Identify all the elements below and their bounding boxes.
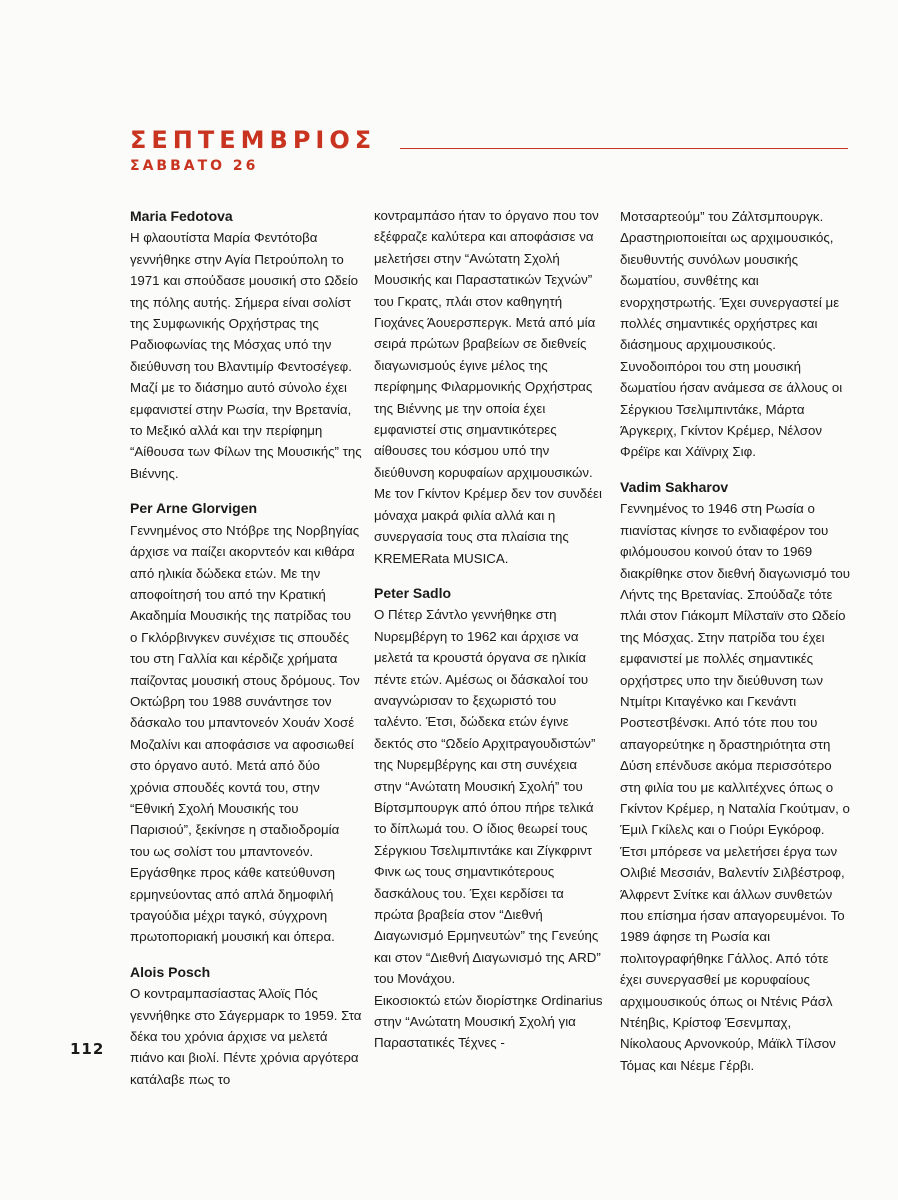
month-title: ΣΕΠΤΕΜΒΡΙΟΣ: [130, 126, 377, 154]
bio-name-sakharov: Vadim Sakharov: [620, 478, 729, 495]
column-2: [374, 205, 606, 1066]
bio-text-posch-continued: κοντραμπάσο ήταν το όργανο που τον εξέφραζε καλύτερα και αποφάσισε να μελετήσει στην “Ανώτατη Σχολή Μουσικής και Παραστατικών Τεχνών” του Γκρατς, πλάι στον καθηγητή Γιοχάνες Άουερσπεργκ. Μετά από μία σειρά πρώτων βραβείων σε διεθνείς διαγωνισμούς έγινε μέλος της περίφημης Φιλαρμονικής Ορχήστρας της Βιέννης με την οποία έχει εμφανιστεί στις σημαντικότερες αίθουσες του κόσμου υπό την διεύθυνση κορυφαίων αρχιμουσικών. Με τον Γκίντον Κρέμερ δεν τον συνδέει μόναχα μακρά φιλία αλλά και η συνεργασία τους στα πλαίσια της KREMERata MUSICA.: [374, 208, 602, 566]
bio-text-sadlo-continued: Μοτσαρτεούμ” του Ζάλτσμπουργκ. Δραστηριοποιείται ως αρχιμουσικός, διευθυντής συνόλων μουσικής δωματίου, συνθέτης και ενορχηστρωτής. Έχει συνεργαστεί με πολλές σημαντικές ορχήστρες και διάσημους αρχιμουσικούς. Συνοδοιπόροι του στη μουσική δωματίου ήσαν ανάμεσα σε άλλους οι Σέργκιου Τσελιμπιντάκε, Μάρτα Άργκεριχ, Γκίντον Κρέμερ, Νέλσον Φρέϊρε και Χάϊνριχ Σιφ.: [620, 209, 843, 460]
page-number: 112: [70, 1040, 105, 1058]
column-3: [620, 206, 852, 1088]
column-1: [130, 206, 362, 1102]
bio-text-sadlo-2: Εικοσιοκτώ ετών διορίστηκε Ordinarius στην “Ανώτατη Μουσική Σχολή για Παραστατικές Τέχνες -: [374, 992, 603, 1051]
bio-name-posch: Alois Posch: [130, 963, 211, 980]
bio-name-fedotova: Maria Fedotova: [130, 208, 233, 224]
bio-text-sakharov: Γεννημένος το 1946 στη Ρωσία ο πιανίστας κίνησε το ενδιαφέρον του φιλόμουσου κοινού όταν το 1969 διακρίθηκε στον διεθνή διαγωνισμό του Λήντς της Βρετανίας. Σπούδαζε τότε πλάι στον Γιάκομπ Μίλσταϊν στο Ωδείο της Μόσχας. Στην πατρίδα του έχει εμφανιστεί με πολλές σημαντικές ορχήστρες υπο την διεύθυνση των Ντμίτρι Κιταγένκο και Γκενάντι Ροστεστβένσκι. Από τότε που του απαγορεύτηκε η δραστηριότητα στη Δύση επένδυσε ακόμα περισσότερο στη φιλία του με καλλιτέχνες όπως ο Γκίντον Κρέμερ, η Ναταλία Γκούτμαν, ο Έμιλ Γκίλελς και ο Γιούρι Εγκόροφ. Έτσι μπόρεσε να μελετήσει έργα των Ολιβιέ Μεσσιάν, Βαλεντίν Σιλβέστροφ, Άλφρεντ Σνίτκε και άλλων συνθετών που επίσημα ήσαν απαγορευμένοι. Το 1989 άφησε τη Ρωσία και πολιτογραφήθηκε Γάλλος. Από τότε έχει συνεργασθεί με κορυφαίους αρχιμουσικούς όπως οι Ντένις Ράσλ Ντέηβις, Κρίστοφ Έσενμπαχ, Νίκολαους Αρνονκούρ, Μάϊκλ Τίλσον Τόμας και Νέεμε Γέρβι.: [620, 501, 851, 1073]
bio-text-glorvigen: Γεννημένος στο Ντόβρε της Νορβηγίας άρχισε να παίζει ακορντεόν και κιθάρα από ηλικία δώδεκα ετών. Με την αποφοίτησή του από την Κρατική Ακαδημία Μουσικής της πατρίδας του ο Γκλόρβινγκεν συνέχισε τις σπουδές του στη Γαλλία και κέρδιζε χρήματα παίζοντας μουσική στους δρόμους. Τον Οκτώβρη του 1988 συνάντησε τον δάσκαλο του μπαντονεόν Χουάν Χοσέ Μοζαλίνι και αποφάσισε να αφοσιωθεί στο όργανο αυτό. Μετά από δύο χρόνια σπουδές κοντά του, στην “Εθνική Σχολή Μουσικής του Παρισιού”, ξεκίνησε η σταδιοδρομία του ως σολίστ του μπαντονεόν. Εργάσθηκε προς κάθε κατεύθυνση ερμηνεύοντας από απλά δημοφιλή τραγούδια μέχρι ταγκό, σύγχρονη πρωτοποριακή μουσική και όπερα.: [130, 522, 360, 945]
bio-name-glorvigen: Per Arne Glorvigen: [130, 500, 258, 517]
header-rule: [400, 148, 848, 149]
bio-text-sadlo: Ο Πέτερ Σάντλο γεννήθηκε στη Νυρεμβέργη το 1962 και άρχισε να μελετά τα κρουστά όργανα σε ηλικία πέντε ετών. Αμέσως οι δάσκαλοί του αναγνώρισαν το ξεχωριστό του ταλέντο. Έτσι, δώδεκα ετών έγινε δεκτός στο “Ωδείο Αρχιτραγουδιστών” της Νυρεμβέργης και στη συνέχεια στην “Ανώτατη Μουσική Σχολή” του Βίρτσμπουργκ από όπου πήρε τελικά το δίπλωμά του. Ο ίδιος θεωρεί τους Σέργκιου Τσελιμπιντάκε και Ζίγκφριντ Φινκ ως τους σημαντικότερους δασκάλους του. Έχει κερδίσει τα πρώτα βραβεία στον “Διεθνή Διαγωνισμό Ερμηνευτών” της Γενεύης και στον “Διεθνή Διαγωνισμό της ARD” του Μονάχου.: [374, 607, 601, 987]
day-subtitle: ΣΑΒΒΑΤΟ 26: [130, 158, 259, 174]
bio-name-sadlo: Peter Sadlo: [374, 584, 452, 601]
bio-text-posch: Ο κοντραμπασίαστας Άλοϊς Πός γεννήθηκε στο Σάγερμαρκ το 1959. Στα δέκα του χρόνια άρχισε να μελετά πιάνο και βιολί. Πέντε χρόνια αργότερα κατάλαβε πως το: [130, 986, 362, 1087]
bio-text-fedotova: Η φλαουτίστα Μαρία Φεντότοβα γεννήθηκε στην Αγία Πετρούπολη το 1971 και σπούδασε μουσική στο Ωδείο της πόλης αυτής. Σήμερα είναι σολίστ της Συμφωνικής Ορχήστρας της Ραδιοφωνίας της Μόσχας υπό την διεύθυνση του Βλαντιμίρ Φεντοσέγεφ. Μαζί με το διάσημο αυτό σύνολο έχει εμφανιστεί στην Ρωσία, την Βρετανία, το Μεξικό αλλά και την περίφημη “Αίθουσα των Φίλων της Μουσικής” της Βιέννης.: [130, 230, 362, 481]
page-header: [130, 126, 848, 186]
